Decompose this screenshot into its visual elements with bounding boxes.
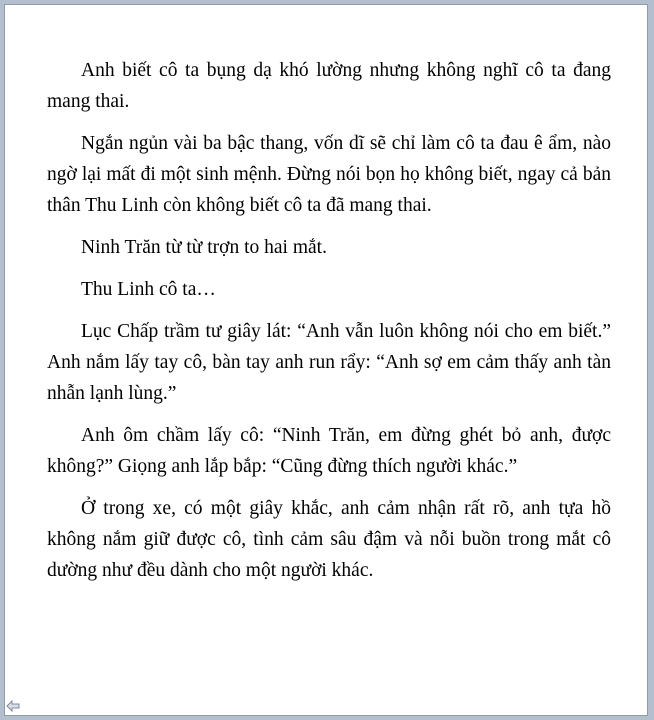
paragraph: Anh ôm chầm lấy cô: “Ninh Trăn, em đừng ghét bỏ anh, được không?” Giọng anh lắp bắp: “Cũng đừng thích người khác.”	[47, 425, 611, 477]
back-arrow-icon[interactable]	[6, 700, 20, 712]
paragraph: Anh biết cô ta bụng dạ khó lường nhưng không nghĩ cô ta đang mang thai.	[47, 60, 611, 112]
document-page	[4, 4, 648, 716]
paragraph: Lục Chấp trầm tư giây lát: “Anh vẫn luôn không nói cho em biết.” Anh nắm lấy tay cô, bàn tay anh run rẩy: “Anh sợ em cảm thấy anh tàn nhẫn lạnh lùng.”	[47, 321, 611, 404]
paragraph: Ở trong xe, có một giây khắc, anh cảm nhận rất rõ, anh tựa hồ không nắm giữ được cô, tình cảm sâu đậm và nỗi buồn trong mắt cô dường như đều dành cho một người khác.	[47, 498, 611, 581]
paragraph: Thu Linh cô ta…	[81, 279, 216, 300]
paragraph: Ngắn ngủn vài ba bậc thang, vốn dĩ sẽ chỉ làm cô ta đau ê ẩm, nào ngờ lại mất đi một sinh mệnh. Đừng nói bọn họ không biết, ngay cả bản thân Thu Linh còn không biết cô ta đã mang thai.	[47, 133, 611, 216]
paragraph: Ninh Trăn từ từ trợn to hai mắt.	[81, 237, 327, 258]
document-body	[47, 55, 611, 597]
